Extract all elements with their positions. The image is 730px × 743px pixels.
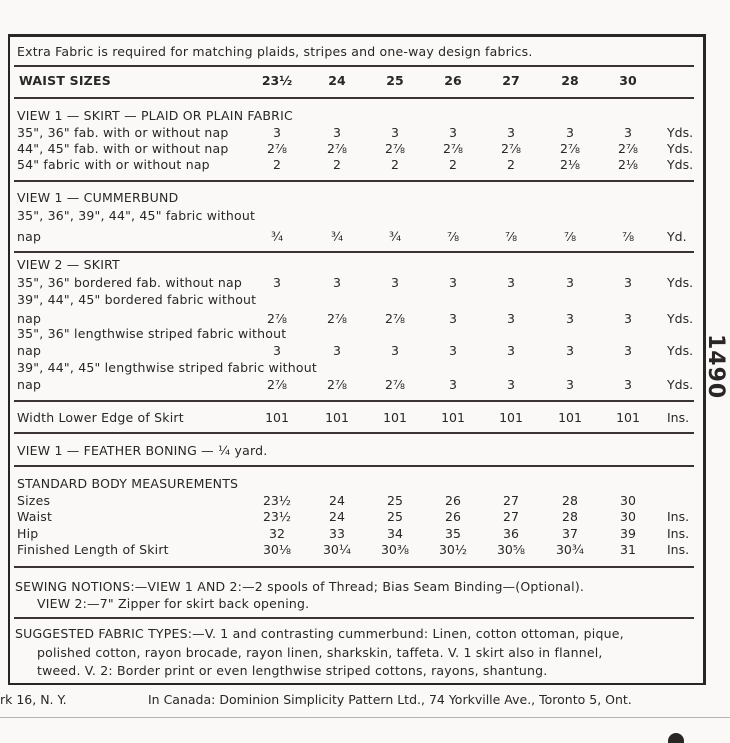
value-cell: 2⅞ xyxy=(384,311,406,326)
value-cell: 101 xyxy=(441,410,465,425)
value-cell: 27 xyxy=(503,493,519,508)
row-label: nap xyxy=(17,343,42,358)
value-cell: 3 xyxy=(624,125,632,140)
row-label: nap xyxy=(17,311,42,326)
unit-label: Ins. xyxy=(667,542,690,557)
row-label: Hip xyxy=(17,526,39,541)
value-cell: 23½ xyxy=(262,493,292,508)
body-measurements-title: STANDARD BODY MEASUREMENTS xyxy=(17,476,239,491)
value-cell: 3 xyxy=(507,275,515,290)
size-header: 25 xyxy=(386,73,404,88)
value-cell: 3 xyxy=(624,377,632,392)
feather-boning-note: VIEW 1 — FEATHER BONING — ¼ yard. xyxy=(17,443,268,458)
value-cell: 2 xyxy=(273,157,281,172)
value-cell: 101 xyxy=(616,410,640,425)
value-cell: 101 xyxy=(383,410,407,425)
value-cell: 3 xyxy=(507,343,515,358)
suggested-fabrics-line2: polished cotton, rayon brocade, rayon linen, sharkskin, taffeta. V. 1 skirt also in flannel, xyxy=(37,645,603,660)
value-cell: 2⅞ xyxy=(326,141,348,156)
divider xyxy=(14,617,694,619)
unit-label: Yds. xyxy=(667,311,694,326)
value-cell: 3 xyxy=(449,377,457,392)
size-header: 26 xyxy=(444,73,462,88)
divider xyxy=(14,180,694,182)
value-cell: 26 xyxy=(445,509,461,524)
value-cell: 27 xyxy=(503,509,519,524)
value-cell: 3 xyxy=(507,377,515,392)
value-cell: 24 xyxy=(329,493,345,508)
row-label: 35", 36", 39", 44", 45" fabric without xyxy=(17,208,256,223)
value-cell: 3 xyxy=(391,343,399,358)
sewing-notions-line2: VIEW 2:—7" Zipper for skirt back opening. xyxy=(37,596,310,611)
value-cell: 3 xyxy=(566,377,574,392)
unit-label: Yds. xyxy=(667,125,694,140)
row-label: nap xyxy=(17,377,42,392)
sewing-notions-line1: SEWING NOTIONS:—VIEW 1 AND 2:—2 spools of Thread; Bias Seam Binding—(Optional). xyxy=(15,579,585,594)
divider xyxy=(14,566,694,568)
row-label: Sizes xyxy=(17,493,51,508)
value-cell: 2⅞ xyxy=(500,141,522,156)
value-cell: 2⅞ xyxy=(266,141,288,156)
footer-address-left: rk 16, N. Y. xyxy=(0,692,67,707)
value-cell: 3 xyxy=(624,275,632,290)
value-cell: 2 xyxy=(391,157,399,172)
value-cell: 2⅞ xyxy=(326,311,348,326)
value-cell: 3 xyxy=(449,343,457,358)
value-cell: 3 xyxy=(507,311,515,326)
value-cell: 3 xyxy=(333,125,341,140)
value-cell: 23½ xyxy=(262,509,292,524)
value-cell: 3 xyxy=(566,343,574,358)
value-cell: 3 xyxy=(449,275,457,290)
divider xyxy=(14,400,694,402)
value-cell: 101 xyxy=(265,410,289,425)
row-label: 35", 36" lengthwise striped fabric without xyxy=(17,326,287,341)
unit-label: Ins. xyxy=(667,509,690,524)
value-cell: 26 xyxy=(445,493,461,508)
value-cell: 30⅝ xyxy=(496,542,526,557)
unit-label: Yds. xyxy=(667,377,694,392)
value-cell: 3 xyxy=(624,311,632,326)
value-cell: 25 xyxy=(387,509,403,524)
value-cell: 3 xyxy=(333,343,341,358)
divider xyxy=(14,432,694,434)
value-cell: 2⅞ xyxy=(266,311,288,326)
value-cell: ⅞ xyxy=(446,229,460,244)
suggested-fabrics-line3: tweed. V. 2: Border print or even lengthwise striped cottons, rayons, shantung. xyxy=(37,663,548,678)
value-cell: 2⅞ xyxy=(384,141,406,156)
value-cell: 30½ xyxy=(438,542,468,557)
value-cell: 31 xyxy=(620,542,636,557)
row-label: Finished Length of Skirt xyxy=(17,542,169,557)
row-label: 44", 45" fab. with or without nap xyxy=(17,141,229,156)
value-cell: 2 xyxy=(507,157,515,172)
unit-label: Yds. xyxy=(667,141,694,156)
value-cell: 3 xyxy=(391,275,399,290)
row-label: 39", 44", 45" lengthwise striped fabric without xyxy=(17,360,317,375)
divider xyxy=(14,97,694,99)
print-mark xyxy=(668,733,684,743)
divider xyxy=(14,465,694,467)
value-cell: 28 xyxy=(562,509,578,524)
row-label: 39", 44", 45" bordered fabric without xyxy=(17,292,257,307)
value-cell: ⅞ xyxy=(563,229,577,244)
value-cell: 30¼ xyxy=(322,542,352,557)
pattern-number: 1490 xyxy=(703,334,728,400)
unit-label: Yds. xyxy=(667,343,694,358)
value-cell: 34 xyxy=(387,526,403,541)
value-cell: 2⅛ xyxy=(617,157,639,172)
unit-label: Yds. xyxy=(667,157,694,172)
suggested-fabrics-line1: SUGGESTED FABRIC TYPES:—V. 1 and contrasting cummerbund: Linen, cotton ottoman, pique, xyxy=(15,626,624,641)
value-cell: ⅞ xyxy=(504,229,518,244)
size-header: 30 xyxy=(619,73,637,88)
value-cell: 3 xyxy=(566,125,574,140)
value-cell: 3 xyxy=(566,311,574,326)
divider xyxy=(14,65,694,67)
value-cell: 30 xyxy=(620,493,636,508)
size-header: 24 xyxy=(328,73,346,88)
row-label: 54" fabric with or without nap xyxy=(17,157,210,172)
value-cell: 101 xyxy=(325,410,349,425)
view1-cummerbund-title: VIEW 1 — CUMMERBUND xyxy=(17,190,179,205)
value-cell: 24 xyxy=(329,509,345,524)
value-cell: 25 xyxy=(387,493,403,508)
value-cell: 3 xyxy=(624,343,632,358)
footer-address-canada: In Canada: Dominion Simplicity Pattern Ltd., 74 Yorkville Ave., Toronto 5, Ont. xyxy=(148,692,632,707)
value-cell: 28 xyxy=(562,493,578,508)
value-cell: 3 xyxy=(449,311,457,326)
unit-label: Ins. xyxy=(667,526,690,541)
value-cell: 30⅜ xyxy=(380,542,410,557)
value-cell: 30 xyxy=(620,509,636,524)
row-label: Waist xyxy=(17,509,53,524)
value-cell: ¾ xyxy=(330,229,344,244)
value-cell: 32 xyxy=(269,526,285,541)
value-cell: 3 xyxy=(566,275,574,290)
value-cell: 3 xyxy=(333,275,341,290)
value-cell: 3 xyxy=(449,125,457,140)
size-header: 28 xyxy=(561,73,579,88)
view1-skirt-title: VIEW 1 — SKIRT — PLAID OR PLAIN FABRIC xyxy=(17,108,293,123)
value-cell: 3 xyxy=(273,343,281,358)
value-cell: 2⅞ xyxy=(617,141,639,156)
value-cell: 3 xyxy=(273,275,281,290)
waist-sizes-label: WAIST SIZES xyxy=(19,73,111,88)
value-cell: 2⅛ xyxy=(559,157,581,172)
row-label: 35", 36" fab. with or without nap xyxy=(17,125,229,140)
value-cell: 35 xyxy=(445,526,461,541)
value-cell: 2⅞ xyxy=(266,377,288,392)
value-cell: 30¾ xyxy=(555,542,585,557)
row-label: 35", 36" bordered fab. without nap xyxy=(17,275,243,290)
value-cell: ⅞ xyxy=(621,229,635,244)
row-label: nap xyxy=(17,229,42,244)
value-cell: 2 xyxy=(333,157,341,172)
unit-label: Ins. xyxy=(667,410,690,425)
value-cell: 101 xyxy=(558,410,582,425)
value-cell: 101 xyxy=(499,410,523,425)
value-cell: 39 xyxy=(620,526,636,541)
value-cell: 3 xyxy=(273,125,281,140)
view2-skirt-title: VIEW 2 — SKIRT xyxy=(17,257,120,272)
value-cell: 37 xyxy=(562,526,578,541)
value-cell: 30⅛ xyxy=(262,542,292,557)
value-cell: 33 xyxy=(329,526,345,541)
unit-label: Yd. xyxy=(667,229,687,244)
value-cell: ¾ xyxy=(388,229,402,244)
value-cell: 3 xyxy=(507,125,515,140)
value-cell: 3 xyxy=(391,125,399,140)
value-cell: 2 xyxy=(449,157,457,172)
value-cell: 36 xyxy=(503,526,519,541)
page-edge-line xyxy=(0,717,730,718)
value-cell: 2⅞ xyxy=(326,377,348,392)
unit-label: Yds. xyxy=(667,275,694,290)
size-header: 27 xyxy=(502,73,520,88)
value-cell: ¾ xyxy=(270,229,284,244)
size-header: 23½ xyxy=(261,73,293,88)
divider xyxy=(14,251,694,253)
extra-fabric-note: Extra Fabric is required for matching plaids, stripes and one-way design fabrics. xyxy=(17,44,533,59)
width-lower-edge-label: Width Lower Edge of Skirt xyxy=(17,410,184,425)
value-cell: 2⅞ xyxy=(384,377,406,392)
value-cell: 2⅞ xyxy=(442,141,464,156)
value-cell: 2⅞ xyxy=(559,141,581,156)
